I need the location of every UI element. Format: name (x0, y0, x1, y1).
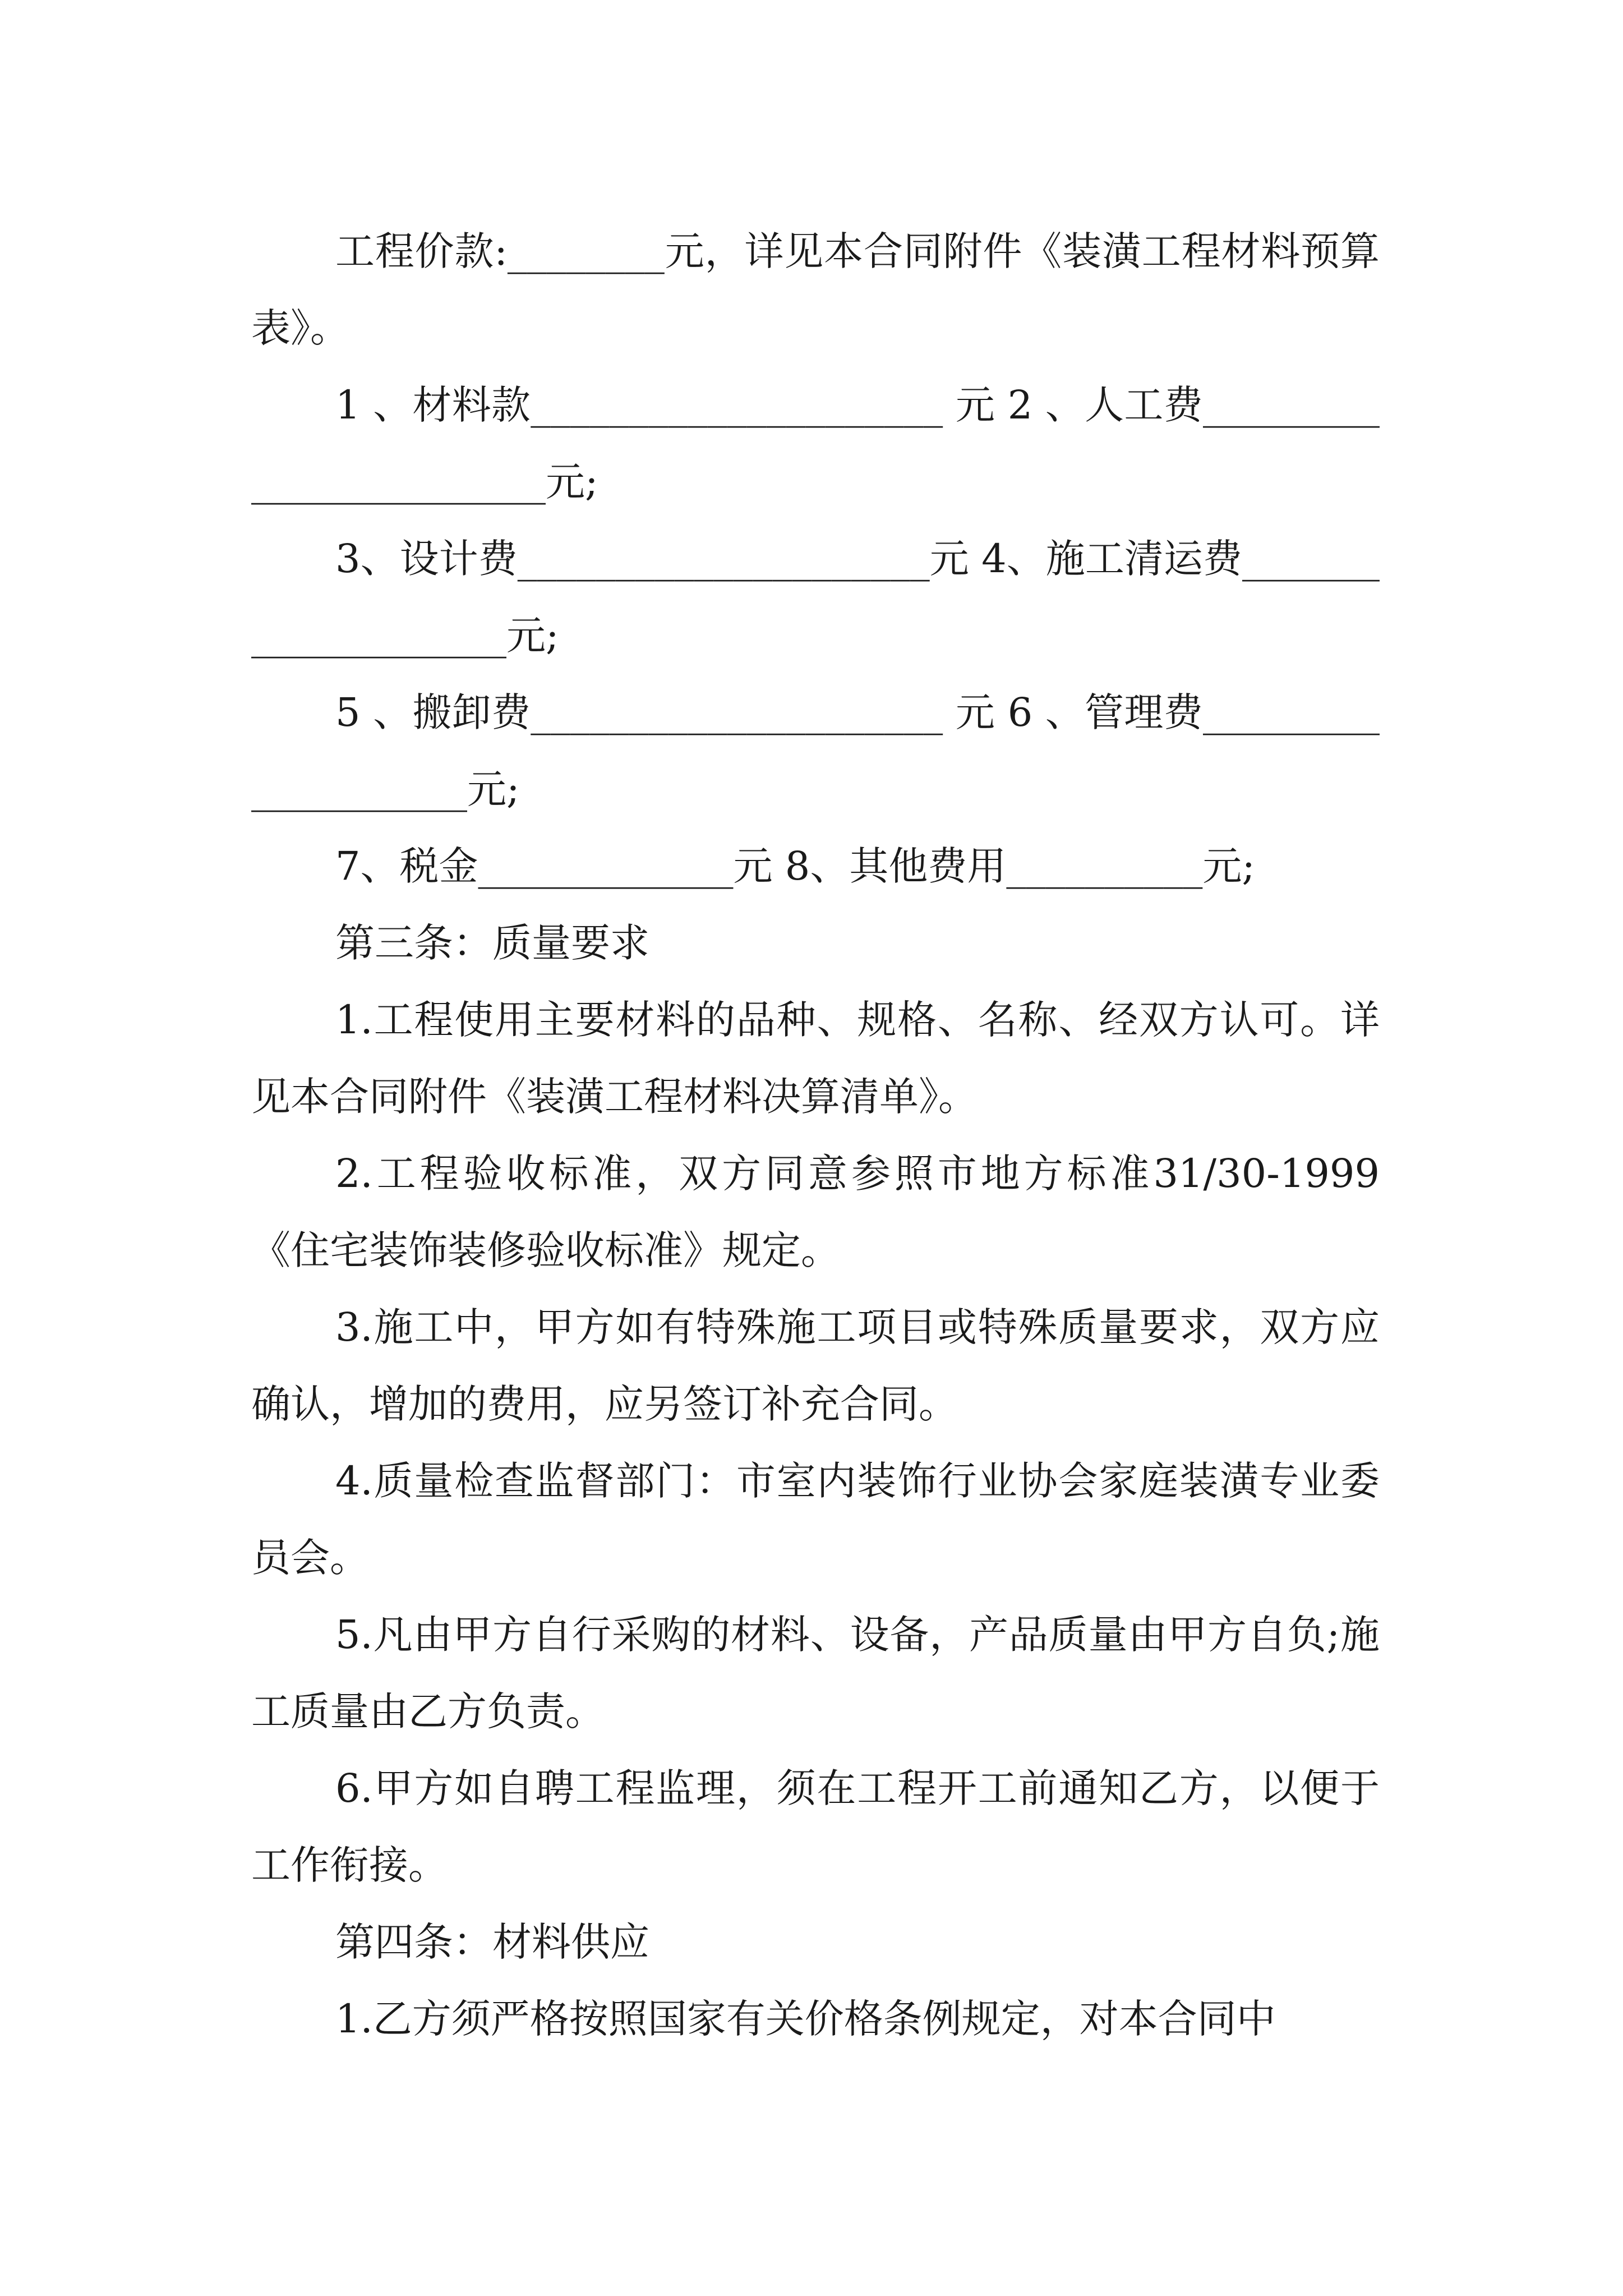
section-heading-quality: 第三条：质量要求 (335, 920, 649, 966)
paragraph-quality-6: 6.甲方如自聘工程监理，须在工程开工前通知乙方，以便于工作衔接。 (251, 1765, 1380, 1888)
paragraph-fee-items-1-2: 1 、材料款_____________________ 元 2 、人工费________________________元; (251, 382, 1380, 505)
section-heading-materials: 第四条：材料供应 (335, 1919, 649, 1965)
paragraph-project-price: 工程价款:________元，详见本合同附件《装潢工程材料预算表》。 (251, 228, 1380, 351)
paragraph-quality-1: 1.工程使用主要材料的品种、规格、名称、经双方认可。详见本合同附件《装潢工程材料决算清单》。 (251, 997, 1380, 1120)
paragraph-fee-items-3-4: 3、设计费_____________________元 4、施工清运费____________________元; (251, 536, 1380, 659)
paragraph-quality-2: 2.工程验收标准，双方同意参照市地方标准31/30-1999《住宅装饰装修验收标准》规定。 (251, 1151, 1380, 1273)
paragraph-fee-items-7-8: 7、税金_____________元 8、其他费用__________元; (335, 843, 1255, 889)
paragraph-quality-5: 5.凡由甲方自行采购的材料、设备，产品质量由甲方自负;施工质量由乙方负责。 (251, 1612, 1380, 1734)
paragraph-materials-1: 1.乙方须严格按照国家有关价格条例规定，对本合同中 (335, 1996, 1276, 2042)
document-body (251, 213, 1380, 2058)
paragraph-quality-3: 3.施工中，甲方如有特殊施工项目或特殊质量要求，双方应确认，增加的费用，应另签订补充合同。 (251, 1304, 1380, 1427)
paragraph-fee-items-5-6: 5 、搬卸费_____________________ 元 6 、管理费____________________元; (251, 689, 1380, 812)
paragraph-quality-4: 4.质量检查监督部门：市室内装饰行业协会家庭装潢专业委员会。 (251, 1458, 1380, 1581)
